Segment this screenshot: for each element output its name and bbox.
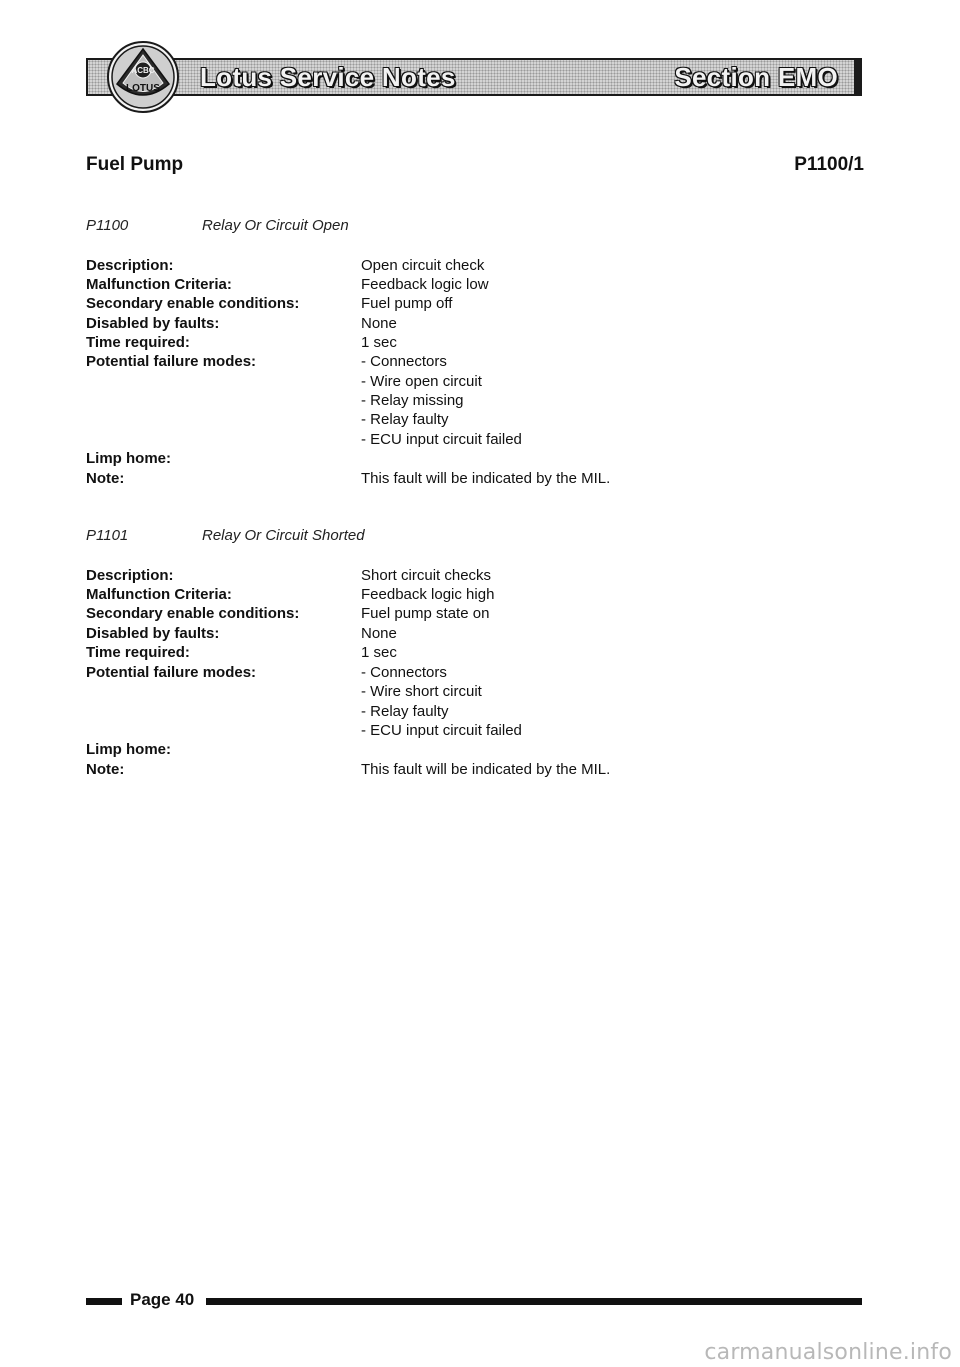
failure-mode-item: - ECU input circuit failed [361, 431, 522, 448]
logo-monogram: ACBC [131, 66, 155, 75]
lotus-logo-icon [106, 40, 180, 114]
fault-code: P1101 [86, 527, 129, 544]
failure-mode-item: - Connectors [361, 664, 447, 681]
watermark: carmanualsonline.info [704, 1340, 952, 1365]
logo-text: LOTUS [126, 83, 160, 94]
footer-rule-left [86, 1298, 122, 1305]
fault-code: P1100 [86, 217, 129, 234]
fault-header [86, 527, 365, 544]
banner-end-cap [854, 58, 862, 96]
failure-mode-item: - ECU input circuit failed [361, 722, 522, 739]
failure-mode-item: - Relay missing [361, 392, 464, 409]
failure-mode-item: - Wire open circuit [361, 373, 482, 390]
failure-mode-item: - Connectors [361, 353, 447, 370]
header-section: Section EMO [674, 62, 838, 92]
page-number: Page 40 [130, 1290, 195, 1309]
page-ref: P1100/1 [794, 154, 864, 175]
fault-name: Relay Or Circuit Open [202, 217, 349, 234]
header-banner [86, 58, 862, 96]
failure-mode-item: - Relay faulty [361, 703, 449, 720]
header-title: Lotus Service Notes [200, 62, 456, 92]
failure-mode-item: - Wire short circuit [361, 683, 482, 700]
page-title: Fuel Pump [86, 154, 184, 175]
footer-rule-right [206, 1298, 862, 1305]
fault-header [86, 217, 349, 234]
failure-mode-item: - Relay faulty [361, 411, 449, 428]
fault-name: Relay Or Circuit Shorted [202, 527, 365, 544]
